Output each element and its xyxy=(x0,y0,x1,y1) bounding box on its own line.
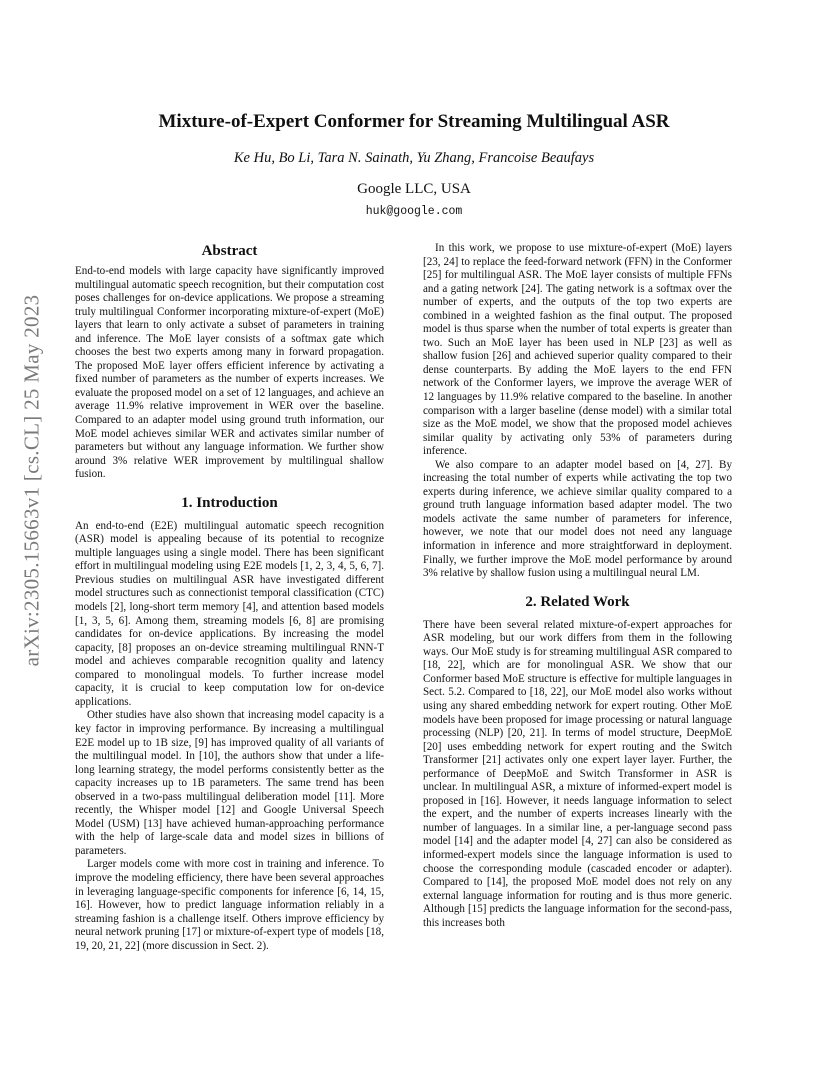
author-email: huk@google.com xyxy=(365,205,463,218)
affiliation: Google LLC, USA xyxy=(357,181,471,197)
abstract-heading: Abstract xyxy=(201,243,258,259)
introduction-paragraph-1: An end-to-end (E2E) multilingual automatic speech recognition (ASR) model is appealing because of its potential to recognize multiple languages using a single model. There has been significant effort in multilingual modeling using E2E models [1, 2, 3, 4, 5, 6, 7]. Previous studies on multilingual ASR have investigated different model structures such as connectionist temporal classification (CTC) models [2], long-short term memory [4], and attention based models [1, 3, 5, 6]. Among them, streaming models [6, 8] are promising candidates for on-device applications. By increasing the model capacity, [8] proposes an on-device streaming multilingual RNN-T model and achieves comparable recognition quality and latency compared to monolingual models. To further increase model capacity, it is crucial to keep computation low for on-device applications. xyxy=(75,519,384,708)
related-work-heading: 2. Related Work xyxy=(525,593,630,610)
paper-title: Mixture-of-Expert Conformer for Streaming Multilingual ASR xyxy=(158,111,670,132)
right-column xyxy=(423,242,732,930)
introduction-paragraph-3: Larger models come with more cost in training and inference. To improve the modeling efficiency, there have been several approaches in leveraging language-specific components for inference [6, 14, 15, 16]. However, how to predict language information reliably in a streaming fashion is a challenge itself. Others improve efficiency by neural network pruning [17] or mixture-of-expert type of models [18, 19, 20, 21, 22] (more discussion in Sect. 2). xyxy=(75,858,384,952)
introduction-paragraph-2: Other studies have also shown that increasing model capacity is a key factor in improving performance. By increasing a multilingual E2E model up to 1B size, [9] has improved quality of all variants of the multilingual model. In [10], the authors show that under a life-long learning strategy, the model performs consistently better as the capacity increases up to 1B parameters. The same trend has been observed in a two-pass multilingual deliberation model [11]. More recently, the Whisper model [12] and Google Universal Speech Model (USM) [13] have achieved human-approaching performance with the help of large-scale data and model sizes in billions of parameters. xyxy=(75,709,384,857)
arxiv-identifier: arXiv:2305.15663v1 [cs.CL] 25 May 2023 xyxy=(19,294,44,666)
abstract-text: End-to-end models with large capacity have significantly improved multilingual automatic speech recognition, but their computation cost poses challenges for on-device applications. We propose a streaming truly multilingual Conformer incorporating mixture-of-expert (MoE) layers that learn to only activate a subset of parameters in training and inference. The MoE layer consists of a softmax gate which chooses the best two experts among many in forward propagation. The proposed MoE layer offers efficient inference by activating a fixed number of parameters as the number of experts increases. We evaluate the proposed model on a set of 12 languages, and achieve an average 11.9% relative improvement in WER over the baseline. Compared to an adapter model using ground truth information, our MoE model achieves similar WER and activates similar number of parameters but without any language information. We further show around 3% relative WER improvement by multilingual shallow fusion. xyxy=(75,265,384,481)
author-list: Ke Hu, Bo Li, Tara N. Sainath, Yu Zhang, Francoise Beaufays xyxy=(233,150,595,166)
introduction-heading: 1. Introduction xyxy=(181,494,278,511)
arxiv-sidebar-stamp xyxy=(10,280,54,680)
introduction-paragraph-5: We also compare to an adapter model based on [4, 27]. By increasing the total number of experts while activating the top two experts during inference, we achieve similar quality compared to a ground truth language information based adapter model. The two models activate the same number of parameters for inference, however, we note that our model does not need any language information in inference and more straightforward in deployment. Finally, we further improve the MoE model performance by around 3% relative by shallow fusion using a multilingual neural LM. xyxy=(423,458,732,580)
related-work-paragraph-1: There have been several related mixture-of-expert approaches for ASR modeling, but our work differs from them in the following ways. Our MoE study is for streaming multilingual ASR compared to [18, 22], which are for monolingual ASR. We show that our Conformer based MoE structure is effective for multiple languages in Sect. 5.2. Compared to [18, 22], our MoE model also works without using any shared embedding network for expert routing. Other MoE models have been proposed for image processing or natural language processing (NLP) [20, 21]. In terms of model structure, DeepMoE [20] uses embedding network for expert routing and the Switch Transformer [21] activates only one expert layer layer. Further, the performance of DeepMoE and Switch Transformer in ASR is unclear. In multilingual ASR, a mixture of informed-expert model is proposed in [16]. However, it needs language information to select the expert, and the number of experts increases linearly with the number of languages. In a similar line, a per-language second pass model [14] and the adapter model [4, 27] can also be considered as informed-expert models since the language information is used to choose the corresponding module (cascaded encoder or adapter). Compared to [14], the proposed MoE model does not rely on any external language information for routing and is thus more generic. Although [15] predicts the language information for the second-pass, this increases both xyxy=(423,618,732,929)
introduction-paragraph-4: In this work, we propose to use mixture-of-expert (MoE) layers [23, 24] to replace the feed-forward network (FFN) in the Conformer [25] for multilingual ASR. The MoE layer consists of multiple FFNs and a gating network [24]. The gating network is a softmax over the number of experts, and the outputs of the top two experts are combined in a weighted fashion as the final output. The proposed model is thus sparse when the number of total experts is greater than two. Such an MoE layer has been used in NLP [23] as well as shallow fusion [26] and achieved superior quality compared to their dense counterparts. By adding the MoE layers to the end FFN network of the Conformer layers, we improve the average WER of 12 languages by 11.9% relative compared to the baseline. In another comparison with a larger baseline (dense model) with a similar total size as the MoE model, we show that the proposed model achieves similar quality by activating only 53% of parameters during inference. xyxy=(423,242,732,458)
left-column xyxy=(75,242,384,953)
